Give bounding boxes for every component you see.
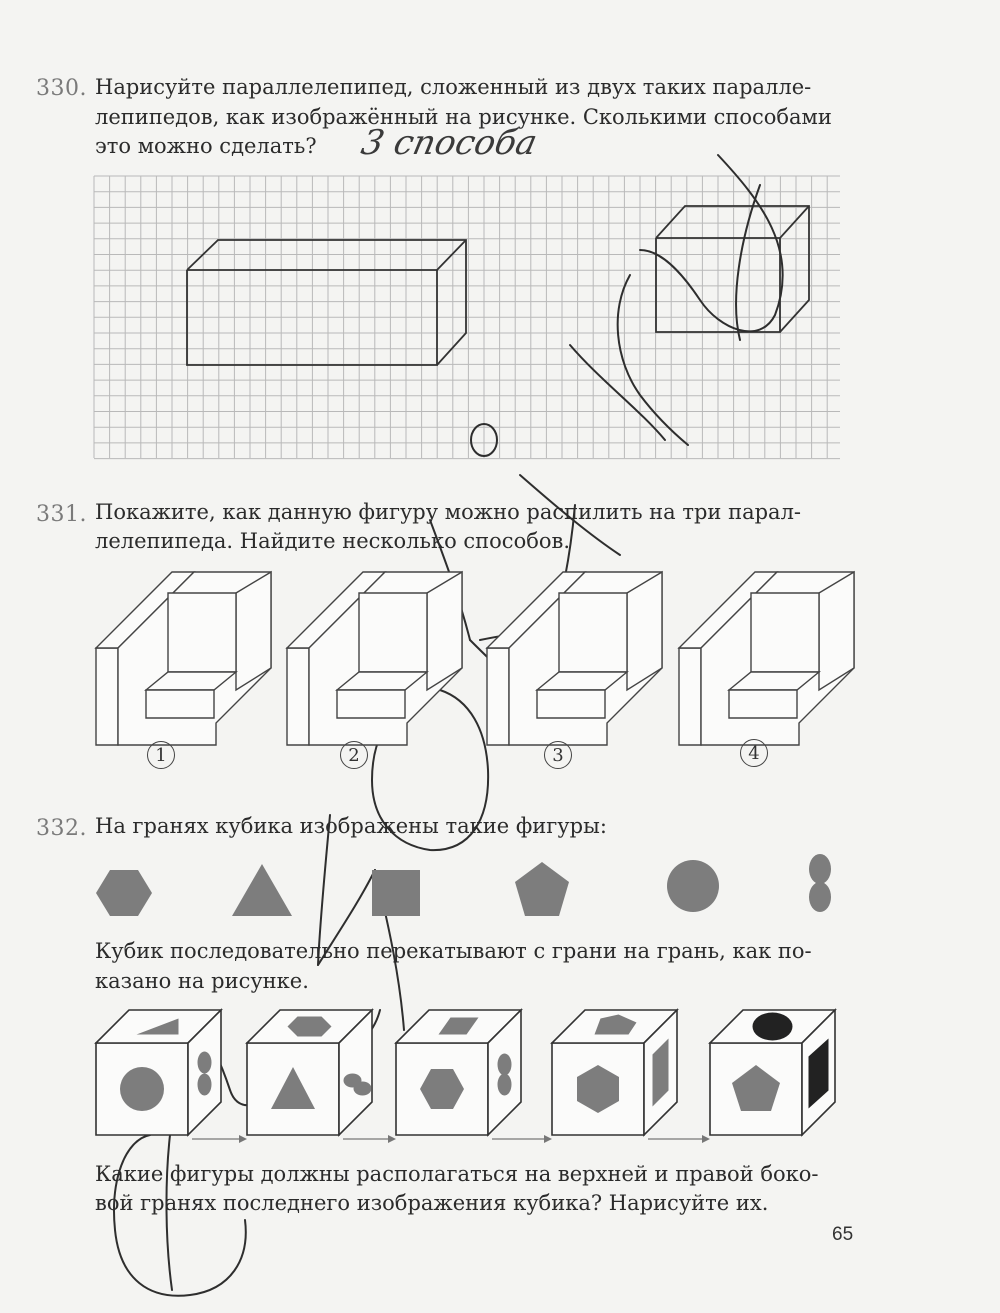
- problem-332-line-5: вой гранях последнего изображения кубика? Нарисуйте их.: [95, 1191, 769, 1215]
- handwritten-answer-330: 3 способа: [357, 123, 541, 163]
- problem-331-number: 331.: [36, 502, 87, 527]
- problem-332-line-3: казано на рисунке.: [95, 969, 309, 993]
- figure-label-4: 4: [740, 739, 768, 767]
- problem-332-line-4: Какие фигуры должны располагаться на верхней и правой боко-: [95, 1162, 819, 1186]
- rolling-cube-2: [247, 1010, 372, 1135]
- rolling-cube-1: [96, 1010, 221, 1135]
- rolling-cube-5: [710, 1010, 835, 1135]
- arrow-head-icon: [544, 1135, 552, 1143]
- rolling-cube-4: [552, 1010, 677, 1135]
- figure-label-1: 1: [147, 741, 175, 769]
- problem-332-line-1: На гранях кубика изображены такие фигуры:: [95, 814, 607, 838]
- arrow-head-icon: [239, 1135, 247, 1143]
- problem-332-number: 332.: [36, 816, 87, 841]
- figure-label-3: 3: [544, 741, 572, 769]
- problem-331-line-1: Покажите, как данную фигуру можно распилить на три парал-: [95, 500, 802, 524]
- problem-330-line-3: это можно сделать?: [95, 134, 317, 158]
- page-number: 65: [832, 1224, 854, 1245]
- problem-330-line-1: Нарисуйте параллелепипед, сложенный из двух таких паралле-: [95, 75, 812, 99]
- problem-332-line-2: Кубик последовательно перекатывают с грани на грань, как по-: [95, 939, 812, 963]
- problem-331-line-2: лелепипеда. Найдите несколько способов.: [95, 529, 570, 553]
- arrow-head-icon: [388, 1135, 396, 1143]
- rolling-cube-3: [396, 1010, 521, 1135]
- problem-330-line-2: лепипедов, как изображённый на рисунке. Сколькими способами: [95, 105, 832, 129]
- figure-label-2: 2: [340, 741, 368, 769]
- arrow-head-icon: [702, 1135, 710, 1143]
- problem-330-number: 330.: [36, 76, 87, 101]
